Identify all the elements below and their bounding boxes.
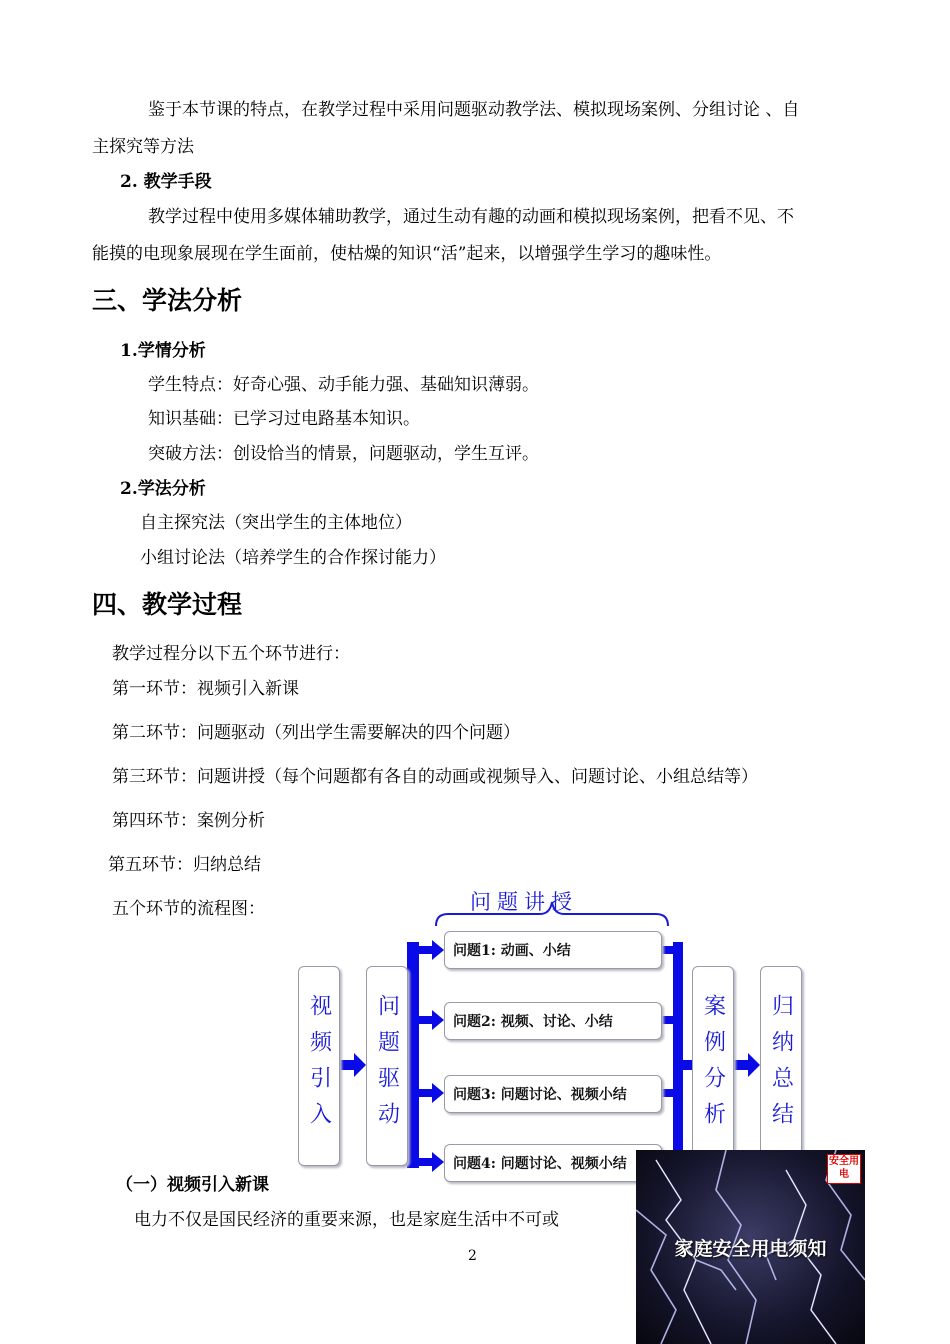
paragraph-text: 鉴于本节课的特点，在教学过程中采用问题驱动教学法、模拟现场案例、分组讨论 、自 [148, 100, 800, 120]
flow-question-2 [444, 1002, 662, 1040]
flow-box-problem-driven [366, 966, 408, 1166]
list-item: 知识基础：已学习过电路基本知识。 [148, 409, 420, 429]
stage-item: 第一环节：视频引入新课 [112, 679, 299, 699]
flow-question-label: 问题2: 视频、讨论、小结 [453, 1014, 613, 1030]
flowchart-label: 五个环节的流程图： [112, 899, 265, 919]
arrow-head-icon [432, 940, 444, 960]
flow-box-label: 归纳总结 [768, 994, 794, 1138]
section-heading-3: 三、学法分析 [92, 286, 243, 315]
flow-box-case-analysis [692, 966, 734, 1166]
flow-group-title: 问题讲授 [470, 890, 578, 914]
arrow-shaft [661, 1089, 675, 1097]
stage-item: 第三环节：问题讲授（每个问题都有各自的动画或视频导入、问题讨论、小组总结等） [112, 767, 758, 787]
arrow-shaft [661, 946, 675, 954]
flow-question-1 [444, 931, 662, 969]
list-item: 小组讨论法（培养学生的合作探讨能力） [140, 548, 446, 568]
paragraph-text: 教学过程中使用多媒体辅助教学，通过生动有趣的动画和模拟现场案例，把看不见、不 [148, 207, 794, 227]
section-heading-4: 四、教学过程 [92, 590, 243, 619]
arrow-shaft [419, 1158, 433, 1166]
subheading-teaching-means: 2. 教学手段 [120, 172, 212, 192]
arrow-shaft [733, 1060, 749, 1070]
arrow-head-icon [432, 1010, 444, 1030]
flow-box-video-intro [298, 966, 340, 1166]
arrow-head-icon [432, 1083, 444, 1103]
arrow-shaft [419, 1016, 433, 1024]
list-item: 自主探究法（突出学生的主体地位） [140, 513, 412, 533]
arrow-shaft [339, 1060, 355, 1070]
arrow-shaft [661, 1016, 675, 1024]
arrow-shaft [419, 946, 433, 954]
lightning-photo [636, 1150, 865, 1344]
arrow-head-icon [354, 1053, 366, 1077]
paragraph-text: 能摸的电现象展现在学生面前，使枯燥的知识“活”起来，以增强学生学习的趣味性。 [92, 244, 722, 264]
list-item: 学生特点：好奇心强、动手能力强、基础知识薄弱。 [148, 375, 539, 395]
flow-question-label: 问题3: 问题讨论、视频小结 [453, 1087, 627, 1103]
stage-item: 第二环节：问题驱动（列出学生需要解决的四个问题） [112, 723, 520, 743]
page-number: 2 [468, 1248, 477, 1264]
flow-question-3 [444, 1075, 662, 1113]
subheading-learning-situation: 1.学情分析 [120, 341, 206, 361]
subheading-learning-method: 2.学法分析 [120, 479, 206, 499]
arrow-head-icon [432, 1152, 444, 1172]
list-item: 突破方法：创设恰当的情景，问题驱动，学生互评。 [148, 444, 539, 464]
arrow-shaft [419, 1089, 433, 1097]
paragraph-text: 教学过程分以下五个环节进行： [112, 644, 350, 664]
stage-item: 第五环节：归纳总结 [108, 855, 261, 875]
flow-box-label: 案例分析 [700, 994, 726, 1138]
branch-bus [407, 942, 419, 1168]
paragraph-text: 电力不仅是国民经济的重要来源，也是家庭生活中不可或 [134, 1210, 559, 1230]
photo-caption: 家庭安全用电须知 [674, 1238, 827, 1260]
flow-box-label: 问题驱动 [374, 994, 400, 1138]
arrow-head-icon [748, 1053, 760, 1077]
flow-question-label: 问题4: 问题讨论、视频小结 [453, 1156, 627, 1172]
paragraph-text: 主探究等方法 [92, 137, 194, 157]
flow-question-label: 问题1: 动画、小结 [453, 943, 571, 959]
stage-item: 第四环节：案例分析 [112, 811, 265, 831]
safety-badge: 安全用电 [827, 1154, 861, 1184]
subsection-heading: （一）视频引入新课 [116, 1175, 269, 1195]
flow-box-label: 视频引入 [306, 994, 332, 1138]
flow-question-4 [444, 1144, 662, 1182]
flow-box-summary [760, 966, 802, 1166]
merge-bus [673, 942, 683, 1168]
